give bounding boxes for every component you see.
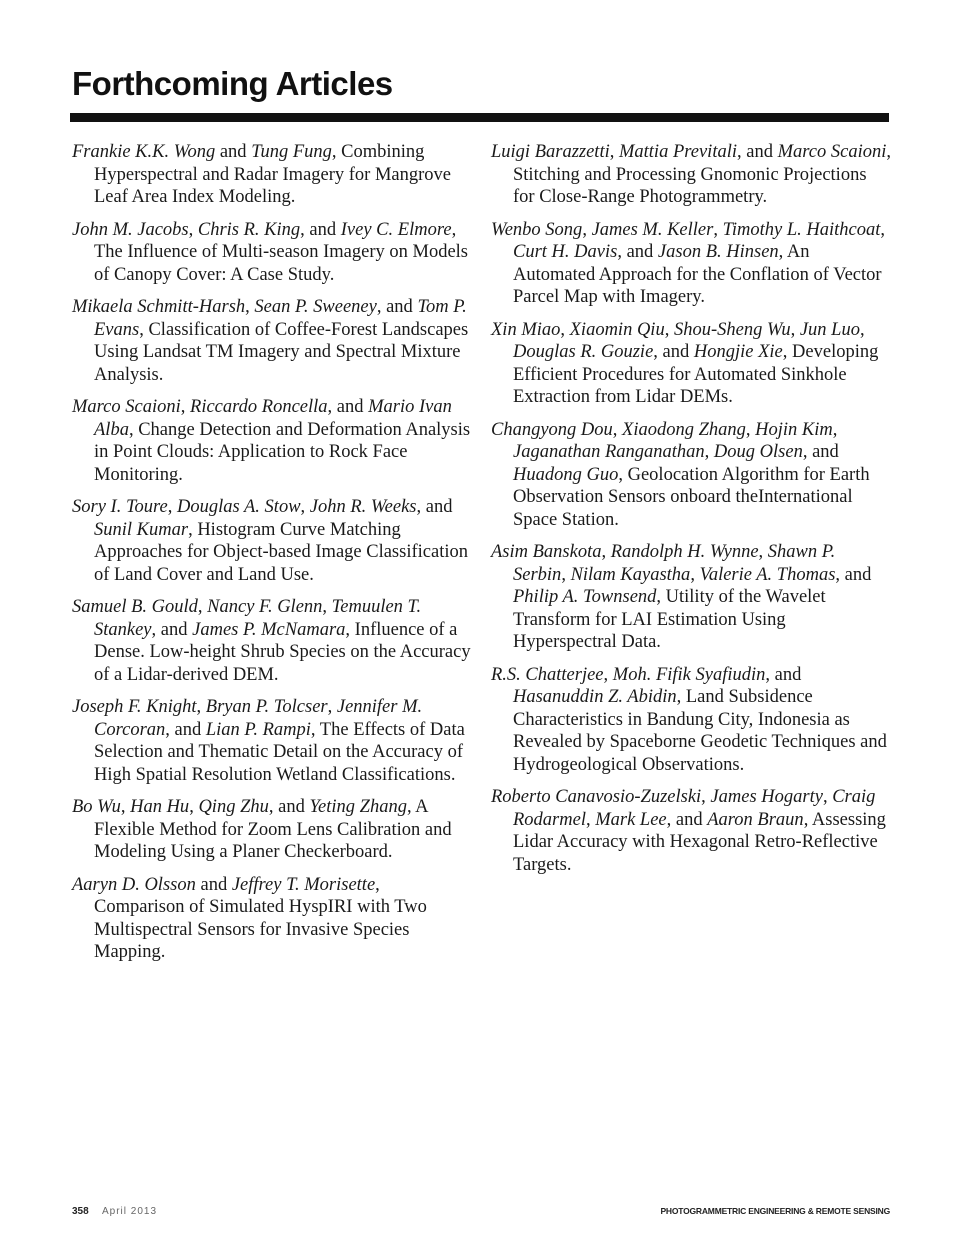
author-name: John M. Jacobs <box>72 219 189 240</box>
author-name: Changyong Dou <box>491 419 613 440</box>
author-separator: , <box>197 597 208 617</box>
author-name: Lian P. Rampi <box>205 719 311 740</box>
author-separator: , and <box>165 719 206 740</box>
author-name: Sory I. Toure <box>72 497 168 517</box>
page-title: Forthcoming Articles <box>72 65 393 102</box>
article-entry <box>72 874 472 964</box>
article-title: , Developing Efficient Procedures for Automated Sinkhole Extraction from Lidar DEMs. <box>513 342 879 407</box>
author-name: Roberto Canavosio-Zuzelski <box>491 787 702 807</box>
article-entry <box>72 296 472 386</box>
article-title: , Influence of a Dense. Low-height Shrub Species on the Accuracy of a Lidar-derived DEM. <box>94 619 471 685</box>
author-name: Marco Scaioni <box>777 142 887 162</box>
author-name: James Hogarty <box>710 787 823 807</box>
author-name: Jason B. Hinsen <box>657 242 779 262</box>
author-separator: , <box>196 697 206 717</box>
author-name: Mattia Previtali <box>618 142 737 162</box>
author-name: Temuulen T. Stankey <box>94 597 422 640</box>
article-title: , Assessing Lidar Accuracy with Hexagonal Retro-Reflective Targets. <box>513 809 886 875</box>
author-name: Wenbo Song <box>491 219 583 240</box>
left-column <box>72 141 472 974</box>
article-entry <box>491 419 891 532</box>
page-number: 358 <box>72 1206 89 1217</box>
author-name: Hongjie Xie <box>693 342 783 362</box>
author-separator: , <box>832 419 838 440</box>
article-title: , A Flexible Method for Zoom Lens Calibration and Modeling Using a Planer Checkerboard. <box>94 797 452 862</box>
article-title: , The Effects of Data Selection and Thematic Detail on the Accuracy of High Spatial Resolution Wetland Classifications. <box>94 719 465 785</box>
article-entry <box>72 596 472 686</box>
article-title: , Geolocation Algorithm for Earth Observation Sensors onboard theInternational Space Station. <box>513 464 870 530</box>
article-title: , Utility of the Wavelet Transform for LAI Estimation Using Hyperspectral Data. <box>513 587 826 652</box>
author-name: Mario Ivan Alba <box>94 397 452 440</box>
author-name: R.S. Chatterjee <box>491 664 604 685</box>
author-separator: , <box>701 787 711 807</box>
author-separator: and <box>215 142 252 162</box>
author-separator: , <box>612 419 623 440</box>
author-name: John R. Weeks <box>309 497 417 517</box>
author-name: Huadong Guo <box>513 464 619 485</box>
author-name: Luigi Barazzetti <box>491 142 610 162</box>
author-name: Jun Luo <box>799 319 860 340</box>
title-rule <box>70 113 889 122</box>
author-name: Doug Olsen <box>713 442 803 462</box>
article-entry <box>72 496 472 586</box>
author-separator: , <box>822 787 833 807</box>
author-separator: , <box>167 497 178 517</box>
author-separator: , and <box>617 242 658 262</box>
author-name: Mikaela Schmitt-Harsh <box>72 297 246 317</box>
author-name: Asim Banskota <box>491 542 602 562</box>
author-name: Hasanuddin Z. Abidin <box>513 687 677 707</box>
article-title: , Classification of Coffee-Forest Landscapes Using Landsat TM Imagery and Spectral Mixture Analysis. <box>94 319 469 385</box>
author-separator: , <box>880 219 885 240</box>
author-separator: , <box>758 542 768 562</box>
author-name: Xin Miao <box>491 319 561 340</box>
author-separator: , and <box>268 797 310 817</box>
author-name: Shou-Sheng Wu <box>673 319 791 340</box>
article-title: , Stitching and Processing Gnomonic Projections for Close-Range Photogrammetry. <box>513 142 891 207</box>
author-separator: , and <box>737 142 778 162</box>
author-separator: , <box>601 542 611 562</box>
author-separator: , <box>180 397 191 417</box>
author-separator: , <box>603 664 613 685</box>
author-separator: , and <box>802 442 839 462</box>
article-entry <box>72 696 472 786</box>
author-name: Tom P. Evans <box>94 297 467 340</box>
author-separator: , and <box>327 397 369 417</box>
author-name: Joseph F. Knight <box>72 697 197 717</box>
author-separator: , and <box>835 564 872 585</box>
author-name: James P. McNamara <box>192 619 346 640</box>
author-name: Philip A. Townsend <box>513 587 657 607</box>
article-entry <box>72 796 472 864</box>
author-name: Sunil Kumar <box>94 519 189 540</box>
article-title: , The Influence of Multi-season Imagery on Models of Canopy Cover: A Case Study. <box>94 219 469 285</box>
author-name: Sean P. Sweeney <box>254 297 377 317</box>
issue-date: April 2013 <box>102 1206 158 1217</box>
author-separator: , <box>300 497 310 517</box>
article-title: , Change Detection and Deformation Analysis in Point Clouds: Application to Rock Face Monitoring. <box>94 419 471 485</box>
author-name: Qing Zhu <box>198 797 269 817</box>
author-separator: , <box>561 564 571 585</box>
author-name: Craig Rodarmel <box>513 787 876 830</box>
author-name: Bryan P. Tolcser <box>205 697 328 717</box>
author-name: Nilam Kayastha <box>570 564 691 585</box>
author-separator: , and <box>666 809 708 830</box>
author-name: Jennifer M. Corcoran <box>94 697 423 740</box>
author-separator: , <box>582 219 592 240</box>
author-separator: , <box>322 597 332 617</box>
author-separator: , <box>188 219 198 240</box>
author-name: Ivey C. Elmore <box>340 219 452 240</box>
author-name: Tung Fung <box>251 142 332 162</box>
author-separator: , <box>859 319 865 340</box>
author-name: Mark Lee <box>595 809 667 830</box>
author-name: Moh. Fifik Syafiudin <box>612 664 766 685</box>
author-separator: , <box>560 319 570 340</box>
author-separator: , <box>327 697 337 717</box>
article-entry <box>72 219 472 287</box>
author-name: Bo Wu <box>72 797 121 817</box>
author-separator: , <box>664 319 674 340</box>
author-name: Nancy F. Glenn <box>207 597 323 617</box>
journal-name: PHOTOGRAMMETRIC ENGINEERING & REMOTE SENSING <box>660 1206 890 1216</box>
author-name: Douglas R. Gouzie <box>513 342 654 362</box>
author-separator: and <box>195 874 232 895</box>
author-name: Yeting Zhang <box>309 797 407 817</box>
article-entry <box>491 319 891 409</box>
author-separator: , and <box>151 619 193 640</box>
author-separator: , <box>790 319 800 340</box>
author-separator: , <box>745 419 756 440</box>
author-name: Valerie A. Thomas <box>699 564 836 585</box>
author-name: Jaganathan Ranganathan <box>513 442 705 462</box>
author-name: Samuel B. Gould <box>72 597 198 617</box>
author-separator: , and <box>653 342 694 362</box>
author-separator: , and <box>300 219 341 240</box>
article-entry <box>491 786 891 876</box>
author-name: Han Hu <box>130 797 190 817</box>
author-separator: , <box>690 564 700 585</box>
article-title: , An Automated Approach for the Conflation of Vector Parcel Map with Imagery. <box>513 242 882 307</box>
author-name: Aaryn D. Olsson <box>72 874 196 895</box>
author-separator: , <box>713 219 723 240</box>
author-name: Xiaomin Qiu <box>569 319 665 340</box>
author-separator: , and <box>416 497 453 517</box>
author-name: James M. Keller <box>591 219 714 240</box>
article-entry <box>72 396 472 486</box>
author-separator: , <box>245 297 255 317</box>
article-title: , Histogram Curve Matching Approaches for Object-based Image Classification of Land Cover and Land Use. <box>94 519 468 585</box>
right-column <box>491 141 891 886</box>
article-title: , Land Subsidence Characteristics in Bandung City, Indonesia as Revealed by Spaceborne Geodetic Techniques and Hydrogeological Observations. <box>513 687 887 775</box>
author-separator: , <box>189 797 199 817</box>
author-name: Curt H. Davis <box>513 242 618 262</box>
author-name: Randolph H. Wynne <box>610 542 759 562</box>
author-name: Frankie K.K. Wong <box>72 142 216 162</box>
author-separator: , <box>704 442 714 462</box>
author-name: Timothy L. Haithcoat <box>722 219 881 240</box>
author-name: Riccardo Roncella <box>190 397 328 417</box>
author-name: Douglas A. Stow <box>177 497 301 517</box>
author-separator: , <box>609 142 619 162</box>
author-separator: , <box>585 809 596 830</box>
author-name: Aaron Braun <box>707 809 804 830</box>
article-entry <box>491 219 891 309</box>
author-name: Shawn P. Serbin <box>513 542 836 585</box>
author-separator: , <box>120 797 131 817</box>
article-entry <box>491 541 891 654</box>
author-name: Chris R. King <box>197 219 301 240</box>
article-title: , Combining Hyperspectral and Radar Imagery for Mangrove Leaf Area Index Modeling. <box>94 142 452 207</box>
article-entry <box>491 141 891 209</box>
author-name: Marco Scaioni <box>72 397 181 417</box>
author-name: Xiaodong Zhang <box>622 419 746 440</box>
author-name: Jeffrey T. Morisette <box>231 874 376 895</box>
author-separator: , and <box>376 297 418 317</box>
author-separator: , and <box>765 664 802 685</box>
article-title: , Comparison of Simulated HyspIRI with Two Multispectral Sensors for Invasive Species Mapping. <box>94 874 427 962</box>
article-entry <box>491 664 891 777</box>
author-name: Hojin Kim <box>755 419 833 440</box>
article-entry <box>72 141 472 209</box>
